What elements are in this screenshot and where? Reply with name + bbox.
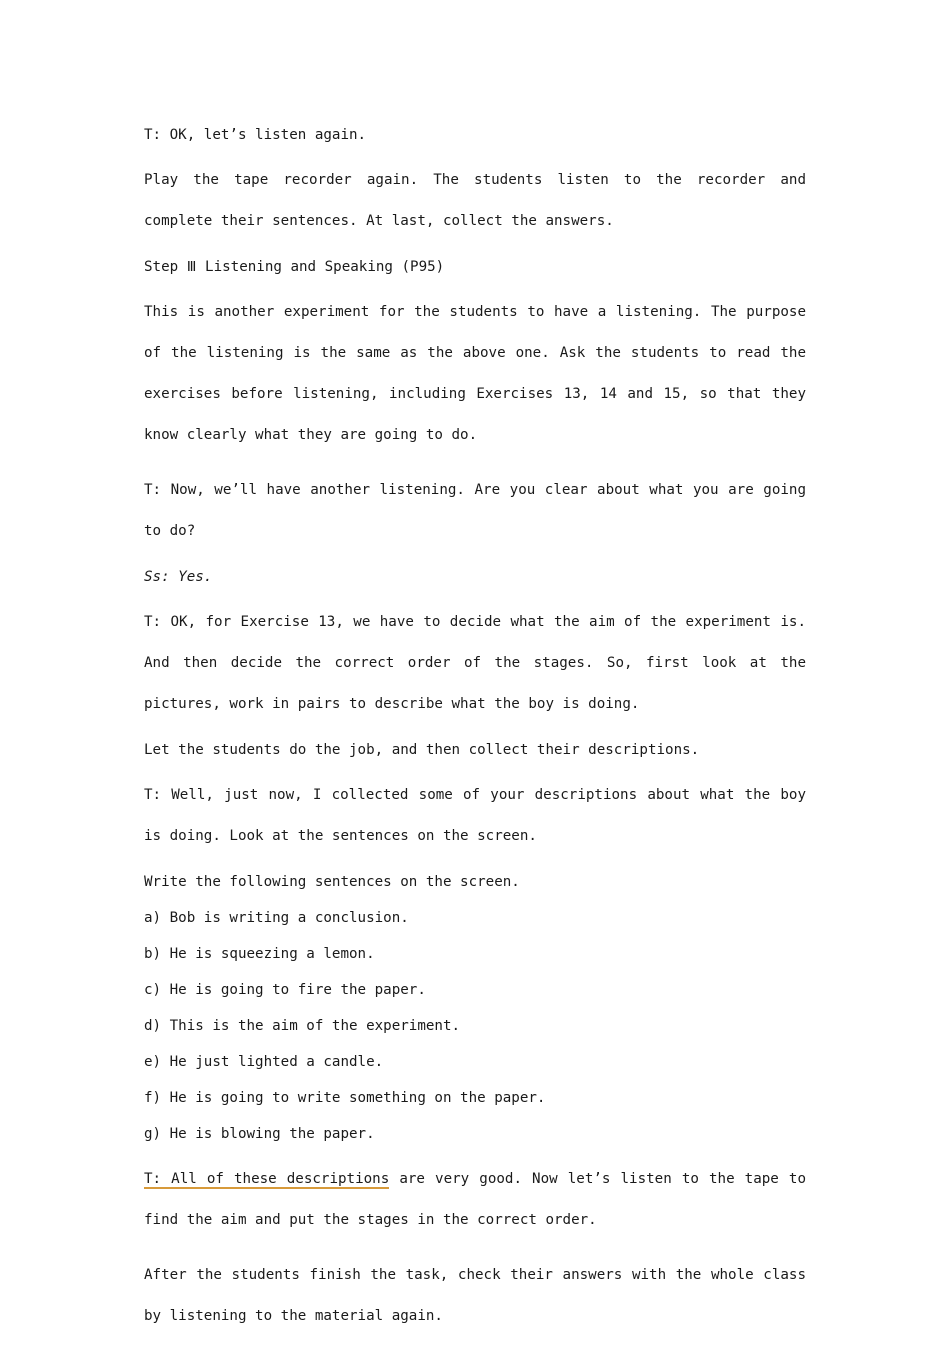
paragraph-play-tape: Play the tape recorder again. The students listen to the recorder and complete their sentences. At last, collect the answers. [144,172,806,229]
paragraph-teacher-collected: T: Well, just now, I collected some of your descriptions about what the boy is doing. Look at the sentences on the screen. [144,787,806,844]
paragraph-exercise-13: T: OK, for Exercise 13, we have to decide what the aim of the experiment is. And then decide the correct order of the stages. So, first look at the pictures, work in pairs to describe what the boy is doing. [144,614,806,712]
paragraph-teacher-listen-again: T: OK, let’s listen again. [144,127,367,143]
paragraph-continuation: are very good. Now let’s listen to the tape to find the aim and put the stages in the correct order. [144,1171,806,1228]
list-item: c) He is going to fire the paper. [144,982,426,998]
marked-text: T: All of these descriptions [144,1171,390,1187]
paragraph-another-experiment: This is another experiment for the students to have a listening. The purpose of the listening is the same as the above one. Ask the students to read the exercises before listening, including Exercises 13, 14 and 15, so that they know clearly what they are going to do. [144,304,806,443]
list-item: e) He just lighted a candle. [144,1054,384,1070]
paragraph-write-sentences: Write the following sentences on the screen. [144,874,520,890]
list-item: a) Bob is writing a conclusion. [144,910,409,926]
list-item: b) He is squeezing a lemon. [144,946,375,962]
paragraph-teacher-descriptions [144,1159,806,1241]
list-item: d) This is the aim of the experiment. [144,1018,461,1034]
paragraph-check-answers: After the students finish the task, check their answers with the whole class by listening to the material again. [144,1267,806,1324]
list-item: f) He is going to write something on the paper. [144,1090,546,1106]
step-heading: Step Ⅲ Listening and Speaking (P95) [144,259,445,275]
paragraph-students-reply: Ss: Yes. [144,569,213,585]
document-body [144,124,806,1351]
paragraph-students-do-job: Let the students do the job, and then collect their descriptions. [144,742,700,758]
list-item: g) He is blowing the paper. [144,1126,375,1142]
paragraph-teacher-another-listening: T: Now, we’ll have another listening. Are you clear about what you are going to do? [144,482,806,539]
